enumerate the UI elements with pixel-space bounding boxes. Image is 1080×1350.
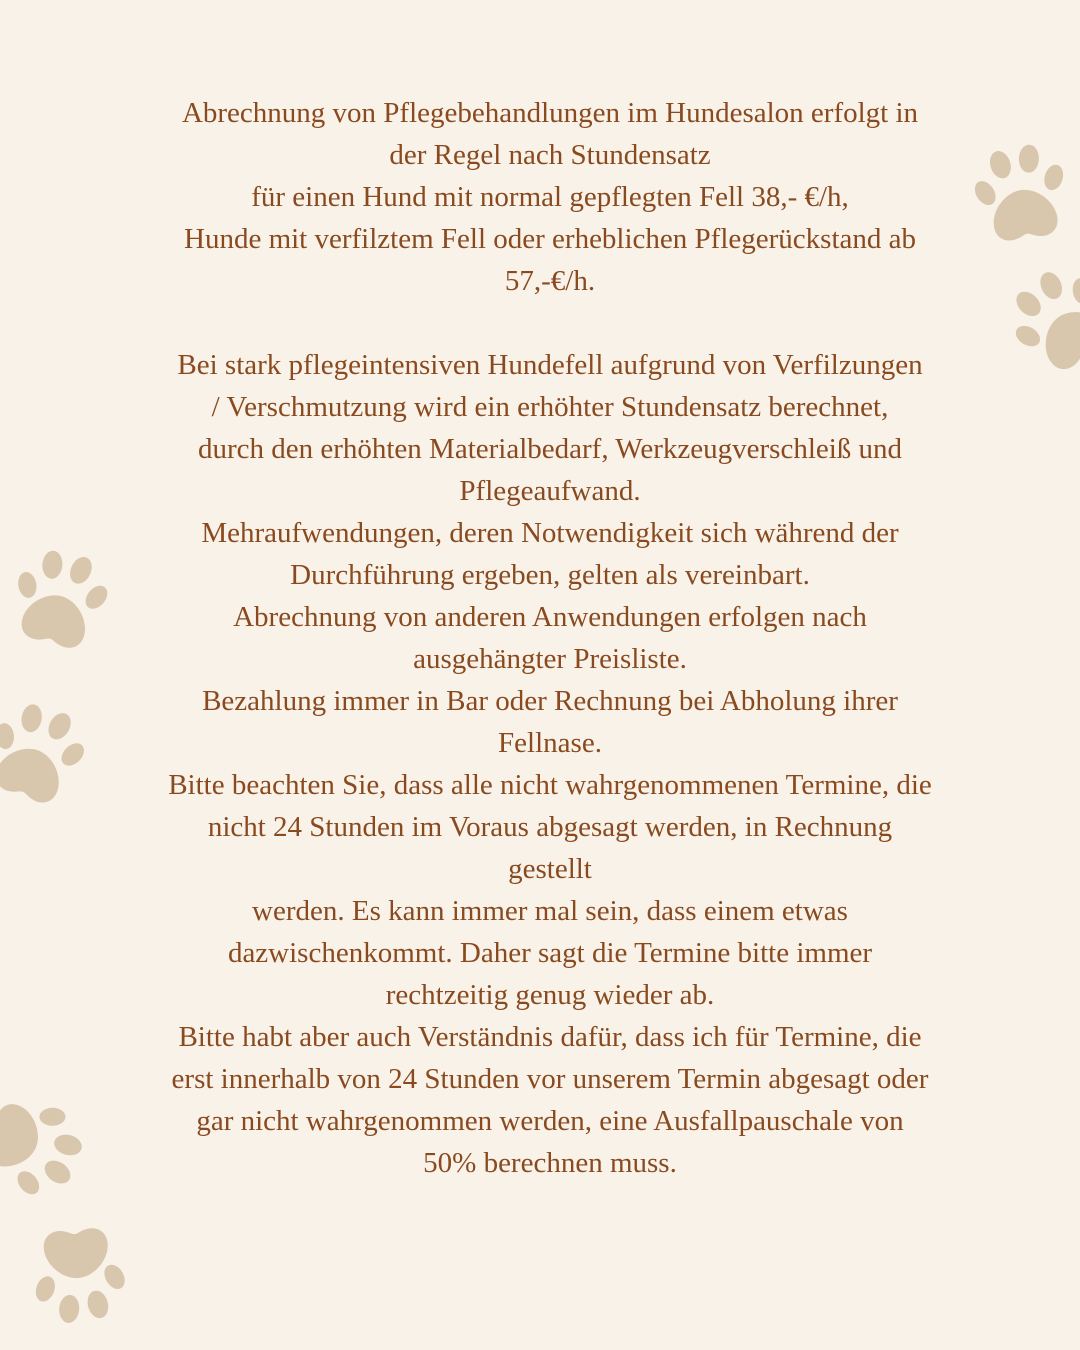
text-line: Bezahlung immer in Bar oder Rechnung bei Abholung ihrer — [202, 685, 898, 717]
text-line: der Regel nach Stundensatz — [389, 139, 711, 171]
text-line: Mehraufwendungen, deren Notwendigkeit sich während der — [201, 517, 899, 549]
text-line: ausgehängter Preisliste. — [413, 643, 687, 675]
paragraph-spacer — [95, 302, 1005, 344]
paragraph-pricing — [95, 92, 1005, 302]
text-line: Fellnase. — [498, 727, 602, 759]
text-line: dazwischenkommt. Daher sagt die Termine bitte immer — [227, 937, 873, 969]
text-line: / Verschmutzung wird ein erhöhter Stundensatz berechnet, — [211, 391, 889, 423]
paragraph-terms — [95, 344, 1005, 1184]
text-line: Abrechnung von Pflegebehandlungen im Hundesalon erfolgt in — [181, 97, 919, 129]
text-line: Abrechnung von anderen Anwendungen erfolgen nach — [233, 601, 867, 633]
paw-print-icon — [0, 692, 100, 820]
text-line: Hunde mit verfilztem Fell oder erheblichen Pflegerückstand ab — [184, 223, 916, 255]
paw-print-icon — [24, 1218, 132, 1326]
paw-print-icon — [0, 1080, 96, 1213]
text-line: werden. Es kann immer mal sein, dass einem etwas — [252, 895, 848, 927]
text-line: gestellt — [508, 853, 592, 885]
text-line: erst innerhalb von 24 Stunden vor unserem Termin abgesagt oder — [171, 1063, 929, 1095]
text-line: Bitte beachten Sie, dass alle nicht wahrgenommenen Termine, die — [168, 769, 932, 801]
text-line: 50% berechnen muss. — [423, 1147, 677, 1179]
text-line: durch den erhöhten Materialbedarf, Werkzeugverschleiß und — [197, 433, 903, 465]
text-line: 57,-€/h. — [504, 265, 596, 297]
text-line: gar nicht wahrgenommen werden, eine Ausfallpauschale von — [196, 1105, 904, 1137]
text-line: Bitte habt aber auch Verständnis dafür, dass ich für Termine, die — [178, 1021, 922, 1053]
text-line: für einen Hund mit normal gepflegten Fell 38,- €/h, — [251, 181, 849, 213]
text-line: Pflegeaufwand. — [459, 475, 641, 507]
text-line: nicht 24 Stunden im Voraus abgesagt werden, in Rechnung — [207, 811, 893, 843]
text-line: Bei stark pflegeintensiven Hundefell aufgrund von Verfilzungen — [177, 349, 923, 381]
text-line: Durchführung ergeben, gelten als vereinbart. — [290, 559, 810, 591]
paw-print-icon — [992, 252, 1080, 391]
text-line: rechtzeitig genug wieder ab. — [385, 979, 715, 1011]
pricing-text — [95, 92, 1005, 1184]
